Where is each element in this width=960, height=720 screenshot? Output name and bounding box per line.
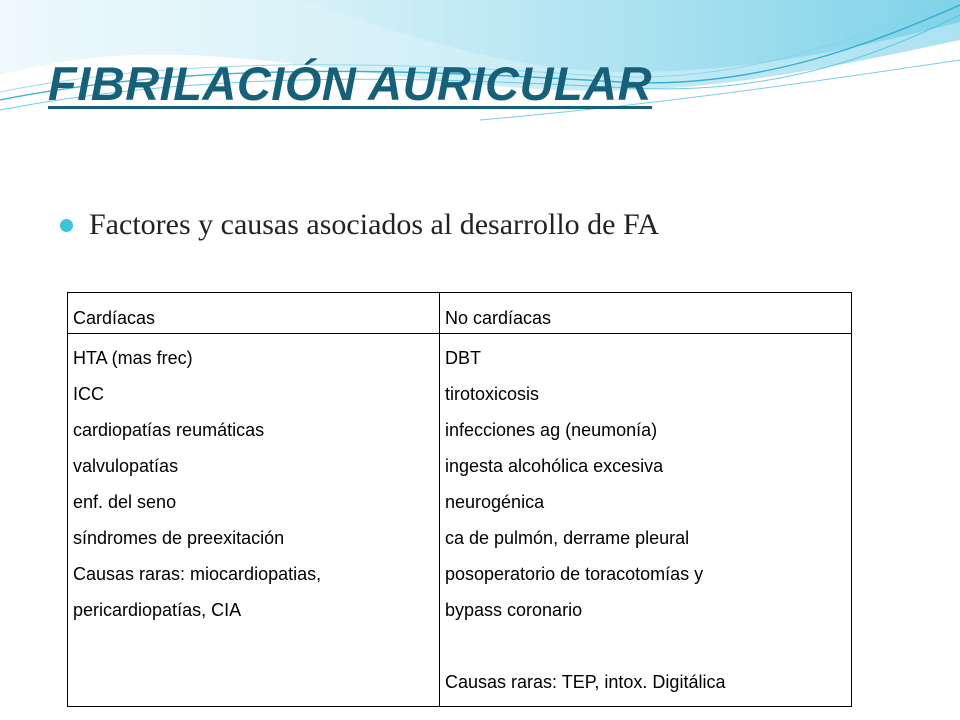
bullet-item <box>60 210 659 240</box>
list-item: neurogénica <box>445 492 545 512</box>
page-title: FIBRILACIÓN AURICULAR <box>48 57 653 110</box>
bullet-text: Factores y causas asociados al desarrollo de FA <box>89 208 660 241</box>
list-item: Causas raras: TEP, intox. Digitálica <box>445 672 726 692</box>
list-item: ingesta alcohólica excesiva <box>445 456 664 476</box>
list-item: ICC <box>73 384 104 404</box>
list-item: infecciones ag (neumonía) <box>445 420 658 440</box>
list-item: valvulopatías <box>73 456 179 476</box>
header-non-cardiac: No cardíacas <box>440 293 852 334</box>
non-cardiac-list <box>445 334 846 706</box>
causes-table-container <box>67 292 851 692</box>
list-item: tirotoxicosis <box>445 384 540 404</box>
list-item: síndromes de preexitación <box>73 528 285 548</box>
list-item: bypass coronario <box>445 600 583 620</box>
list-item: ca de pulmón, derrame pleural <box>445 528 690 548</box>
non-cardiac-cell <box>440 334 852 707</box>
list-spacer <box>445 634 846 670</box>
list-item: HTA (mas frec) <box>73 348 193 368</box>
cardiac-list <box>73 334 434 634</box>
list-item: pericardiopatías, CIA <box>73 600 242 620</box>
cardiac-cell <box>68 334 440 707</box>
table-row <box>68 334 852 707</box>
list-item: enf. del seno <box>73 492 177 512</box>
table-header-row <box>68 293 852 334</box>
list-item: DBT <box>445 348 481 368</box>
causes-table <box>67 292 852 707</box>
list-item: posoperatorio de toracotomías y <box>445 564 704 584</box>
bullet-dot-icon <box>60 219 73 232</box>
header-cardiac: Cardíacas <box>68 293 440 334</box>
list-item: Causas raras: miocardiopatias, <box>73 564 322 584</box>
list-item: cardiopatías reumáticas <box>73 420 265 440</box>
